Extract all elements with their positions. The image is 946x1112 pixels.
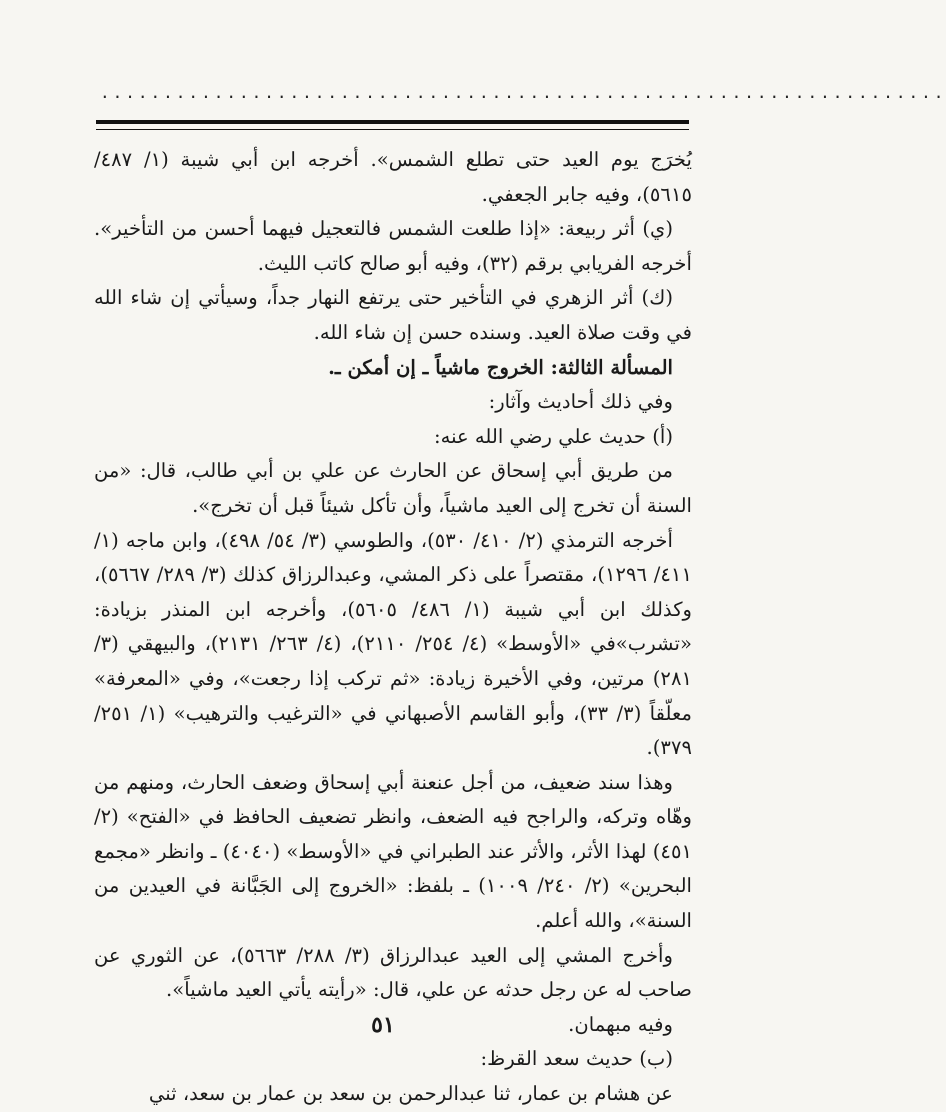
page-body bbox=[94, 143, 692, 1112]
paragraph: يُخرَج يوم العيد حتى تطلع الشمس». أخرجه ابن أبي شيبة (١/ ٤٨٧/ ٥٦١٥)، وفيه جابر الجعفي. bbox=[94, 148, 692, 206]
paragraph: (ي) أثر ربيعة: «إذا طلعت الشمس فالتعجيل فيهما أحسن من التأخير». أخرجه الفريابي برقم (٣٢)، وفيه أبو صالح كاتب الليث. bbox=[94, 217, 692, 275]
paragraph: وفيه مبهمان. bbox=[568, 1012, 673, 1036]
paragraph: أخرجه الترمذي (٢/ ٤١٠/ ٥٣٠)، والطوسي (٣/ ٥٤/ ٤٩٨)، وابن ماجه (١/ ٤١١/ ١٢٩٦)، مقتصراً على ذكر المشي، وعبدالرزاق كذلك (٣/ ٢٨٩/ ٥٦٦٧)، وكذلك ابن أبي شيبة (١/ ٤٨٦/ ٥٦٠٥)، وأخرجه ابن المنذر بزيادة: «تشرب»في «الأوسط» (٤/ ٢٥٤/ ٢١١٠)، (٤/ ٢٦٣/ ٢١٣١)، والبيهقي (٣/ ٢٨١) مرتين، وفي الأخيرة زيادة: «ثم تركب إذا رجعت»، وفي «المعرفة» معلّقاً (٣/ ٣٣)، وأبو القاسم الأصبهاني في «الترغيب والترهيب» (١/ ٢٥١/ ٣٧٩). bbox=[94, 528, 692, 760]
section-heading: المسألة الثالثة: الخروج ماشياً ـ إن أمكن ـ. bbox=[328, 355, 673, 379]
header-rule-thick bbox=[96, 120, 689, 124]
header-dotted-line: ................................................................... bbox=[100, 83, 946, 102]
paragraph: من طريق أبي إسحاق عن الحارث عن علي بن أبي طالب، قال: «من السنة أن تخرج إلى العيد ماشياً، وأن تأكل شيئاً قبل أن تخرج». bbox=[94, 459, 692, 517]
paragraph: (ب) حديث سعد القرظ: bbox=[480, 1047, 673, 1071]
header-rule-thin bbox=[96, 129, 689, 130]
paragraph: (ك) أثر الزهري في التأخير حتى يرتفع النهار جداً، وسيأتي إن شاء الله في وقت صلاة العيد. وسنده حسن إن شاء الله. bbox=[94, 286, 692, 344]
page-number: ٥١ bbox=[371, 1012, 395, 1038]
paragraph: (أ) حديث علي رضي الله عنه: bbox=[433, 424, 673, 448]
paragraph: وهذا سند ضعيف، من أجل عنعنة أبي إسحاق وضعف الحارث، ومنهم من وهّاه وتركه، والراجح فيه الضعف، وانظر تضعيف الحافظ في «الفتح» (٢/ ٤٥١) لهذا الأثر، والأثر عند الطبراني في «الأوسط» (٤٠٤٠) ـ وانظر «مجمع البحرين» (٢/ ٢٤٠/ ١٠٠٩) ـ بلفظ: «الخروج إلى الجَبَّانة في العيدين من السنة»، والله أعلم. bbox=[94, 770, 692, 933]
paragraph: عن هشام بن عمار، ثنا عبدالرحمن بن سعد بن عمار بن سعد، ثني bbox=[148, 1082, 673, 1106]
paragraph: وأخرج المشي إلى العيد عبدالرزاق (٣/ ٢٨٨/ ٥٦٦٣)، عن الثوري عن صاحب له عن رجل حدثه عن علي، قال: «رأيته يأتي العيد ماشياً». bbox=[94, 943, 692, 1002]
paragraph: وفي ذلك أحاديث وآثار: bbox=[488, 390, 673, 414]
